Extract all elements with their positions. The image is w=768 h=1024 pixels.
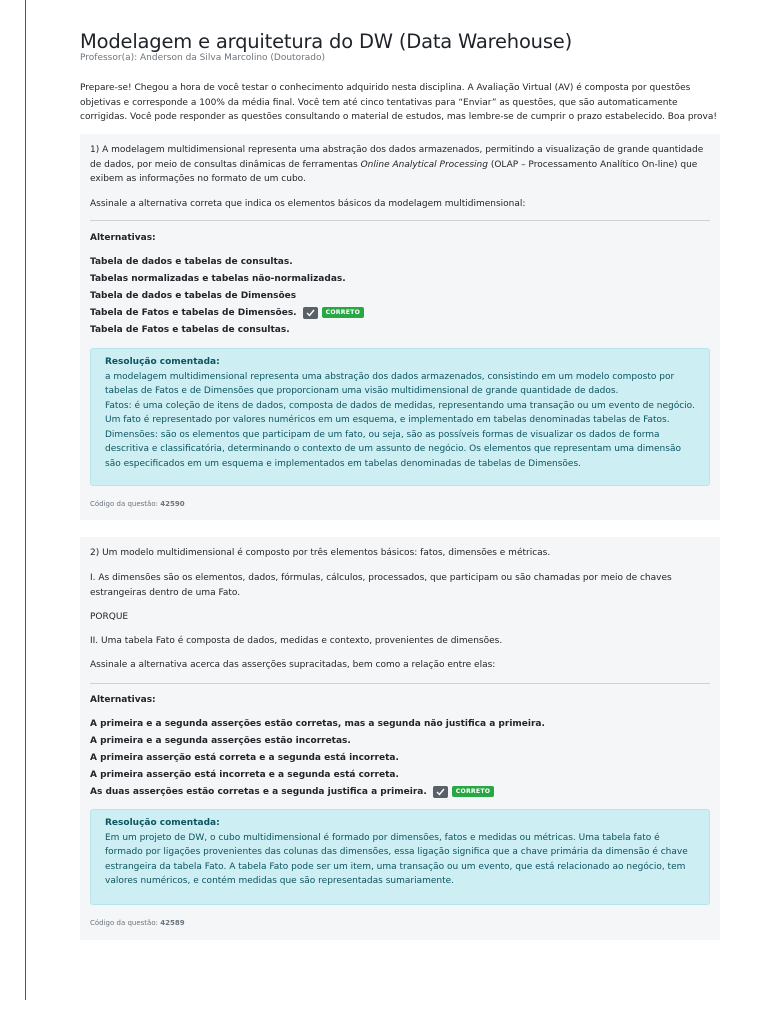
question-code-2: Código da questão: 42589: [90, 919, 185, 927]
correct-badge: CORRETO: [322, 307, 364, 318]
intro-text: Prepare-se! Chegou a hora de você testar o conhecimento adquirido nesta disciplina. A Avaliação Virtual (AV) é composta por questões objetivas e corresponde a 100% da média final. Você tem até cinco tentativas para “Enviar” as questões, que são automaticamente corrigidas. Você pode responder as questões consultando o material de estudos, mas lembre-se de cumprir o prazo estabelecido. Boa prova!: [80, 83, 717, 122]
resolution-paragraph: Em um projeto de DW, o cubo multidimensional é formado por dimensões, fatos e medidas ou métricas. Uma tabela fato é formado por ligações provenientes das colunas das dimensões, essa ligação significa que a chave primária da dimensão é chave estrangeira da tabela Fato. A tabela Fato pode ser um item, uma transação ou um evento, que está relacionado ao negócio, tem valores numéricos, e contém medidas que são representadas sumariamente.: [105, 832, 688, 886]
alternative-option[interactable]: A primeira e a segunda asserções estão incorretas.: [90, 736, 351, 747]
question-2-statement: 2) Um modelo multidimensional é composto por três elementos básicos: fatos, dimensões e métricas.: [90, 548, 551, 558]
porque-connector: PORQUE: [90, 612, 129, 622]
resolution-box-2: [90, 809, 710, 905]
alternative-option[interactable]: Tabela de dados e tabelas de Dimensões: [90, 290, 297, 301]
page-title: Modelagem e arquitetura do DW (Data Warehouse): [80, 30, 573, 53]
resolution-title: Resolução comentada:: [105, 357, 220, 367]
assertion-1: I. As dimensões são os elementos, dados, fórmulas, cálculos, processados, que participam ou são chamadas por meio de chaves estrangeiras dentro de uma Fato.: [90, 573, 672, 598]
alternative-option[interactable]: A primeira asserção está incorreta e a segunda está correta.: [90, 769, 399, 780]
divider: [90, 683, 710, 684]
question-2-prompt: Assinale a alternativa acerca das asserções supracitadas, bem como a relação entre elas:: [90, 660, 496, 670]
alternative-option[interactable]: Tabela de Fatos e tabelas de consultas.: [90, 324, 290, 335]
alternatives-list-2: [90, 716, 710, 800]
assertion-2: II. Uma tabela Fato é composta de dados, medidas e contexto, provenientes de dimensões.: [90, 636, 503, 646]
alternatives-heading: Alternativas:: [90, 233, 156, 243]
question-code-1: Código da questão: 42590: [90, 500, 185, 508]
correct-badge: CORRETO: [452, 786, 494, 797]
divider: [90, 220, 710, 221]
resolution-paragraph: a modelagem multidimensional representa uma abstração dos dados armazenados, consistindo em um modelo composto por tabelas de Fatos e de Dimensões que proporcionam uma visão multidimensional de grande quantidade de dados.: [105, 371, 675, 396]
alternative-option[interactable]: Tabela de dados e tabelas de consultas.: [90, 257, 293, 268]
question-1-prompt: Assinale a alternativa correta que indica os elementos básicos da modelagem multidimensional:: [90, 199, 526, 209]
alternative-option[interactable]: Tabelas normalizadas e tabelas não-normalizadas.: [90, 274, 346, 285]
question-card-1: [80, 134, 720, 520]
alternative-option-selected[interactable]: As duas asserções estão corretas e a segunda justifica a primeira. CORRETO: [90, 783, 710, 800]
alternatives-list-1: [90, 254, 710, 338]
left-border-line: [25, 0, 26, 1000]
resolution-paragraph: Dimensões: são os elementos que participam de um fato, ou seja, são as possíveis formas de visualizar os dados de forma descritiva e classificatória, determinando o contexto de um assunto de negócio. Os elementos que representam uma dimensão são especificados em um esquema e implementados em tabelas denominadas de tabelas de Dimensões.: [105, 429, 681, 469]
alternative-option-selected[interactable]: Tabela de Fatos e tabelas de Dimensões. CORRETO: [90, 304, 710, 321]
alternatives-heading: Alternativas:: [90, 695, 156, 705]
question-1-statement: 1) A modelagem multidimensional representa uma abstração dos dados armazenados, permitindo a visualização de grande quantidade de dados, por meio de consultas dinâmicas de ferramentas Online Analytical Processing (OLAP – Processamento Analítico On-line) que exibem as informações no formato de um cubo.: [90, 145, 704, 184]
professor-name: Professor(a): Anderson da Silva Marcolino (Doutorado): [80, 53, 326, 63]
alternative-option[interactable]: A primeira e a segunda asserções estão corretas, mas a segunda não justifica a primeira.: [90, 719, 545, 730]
alternative-option[interactable]: A primeira asserção está correta e a segunda está incorreta.: [90, 752, 399, 763]
resolution-paragraph: Fatos: é uma coleção de itens de dados, composta de dados de medidas, representando uma transação ou um evento de negócio. Um fato é representado por valores numéricos em um esquema, e implementado em tabelas denominadas tabelas de Fatos.: [105, 400, 695, 425]
check-icon: [433, 786, 448, 798]
resolution-title: Resolução comentada:: [105, 818, 220, 828]
question-card-2: [80, 537, 720, 940]
check-icon: [303, 307, 318, 319]
resolution-box-1: [90, 348, 710, 486]
